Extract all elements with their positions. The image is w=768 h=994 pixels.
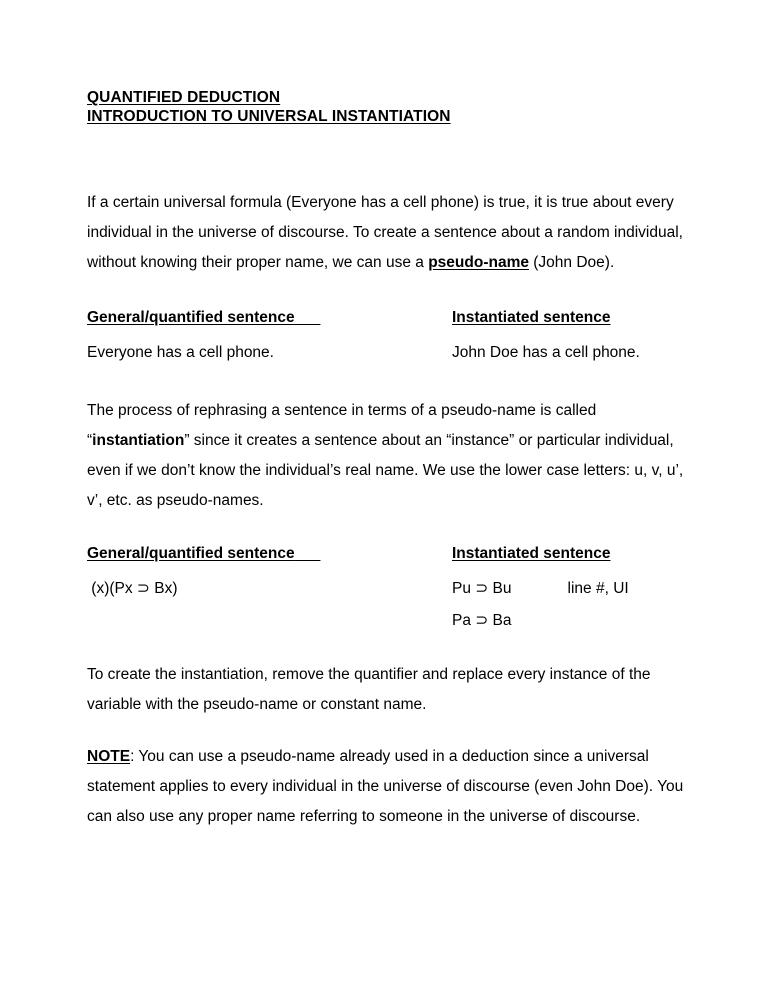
justification-annotation: line #, UI: [567, 580, 629, 597]
paragraph-intro: [87, 188, 687, 278]
comparison-section-2-row-1-right: [452, 574, 687, 604]
comparison-section-2-heading-right: [452, 542, 687, 566]
comparison-section-2-row-1-left: [87, 574, 447, 604]
spacer-title: [87, 126, 687, 188]
paragraph-instantiation-part-1: The process of rephrasing a sentence in terms of a pseudo-name is called “: [87, 402, 597, 449]
comparison-section-1-row-1: [87, 338, 687, 370]
comparison-section-1-heading-right: [452, 306, 687, 330]
heading-general-quantified-2-pad: [295, 545, 321, 562]
heading-general-quantified-1: [87, 306, 447, 330]
paragraph-procedure: To create the instantiation, remove the quantifier and replace every instance of the variable with the pseudo-name or constant name.: [87, 666, 651, 713]
heading-general-quantified-2: [87, 542, 447, 566]
heading-general-quantified-1-text: General/quantified sentence: [87, 309, 295, 326]
formula-instantiated-u-wrapper: [452, 574, 687, 604]
heading-general-quantified-1-pad: [295, 309, 321, 326]
comparison-section-2-heading-row: [87, 542, 687, 574]
document-title-line-2-text: INTRODUCTION TO UNIVERSAL INSTANTIATION: [87, 108, 451, 125]
example-instantiated-sentence: John Doe has a cell phone.: [452, 344, 640, 361]
comparison-section-1-heading-left: [87, 306, 447, 330]
heading-instantiated-1-text: Instantiated sentence: [452, 309, 611, 326]
spacer-before-section-2: [87, 516, 687, 542]
spacer-after-section-1: [87, 370, 687, 396]
formula-instantiated-u: Pu ⊃ Bu: [452, 580, 512, 597]
heading-general-quantified-2-text: General/quantified sentence: [87, 545, 295, 562]
heading-instantiated-1: [452, 306, 687, 330]
note-body: : You can use a pseudo-name already used in a deduction since a universal statement applies to every individual in the universe of discourse (even John Doe). You can also use any proper name referring to someone in the universe of discourse.: [87, 748, 684, 825]
heading-instantiated-2: [452, 542, 687, 566]
spacer-before-note: [87, 720, 687, 742]
example-general-sentence: Everyone has a cell phone.: [87, 344, 274, 361]
paragraph-intro-part-2: (John Doe).: [528, 254, 615, 271]
comparison-section-1: [87, 306, 687, 370]
paragraph-instantiation: [87, 396, 687, 516]
comparison-section-1-row-1-right: [452, 338, 687, 368]
paragraph-instantiation-part-2: ” since it creates a sentence about an “instance” or particular individual, even if we don’t know the individual’s real name. We use the lower case letters: u, v, u’, v’, etc. as pseudo-names.: [87, 432, 684, 509]
comparison-section-2-heading-left: [87, 542, 447, 566]
heading-instantiated-2-text: Instantiated sentence: [452, 545, 611, 562]
note-label: NOTE: [87, 748, 131, 765]
term-instantiation: instantiation: [92, 432, 185, 449]
document-title-line-1-text: QUANTIFIED DEDUCTION: [87, 89, 281, 106]
term-pseudo-name: pseudo-name: [428, 254, 529, 271]
paragraph-note: [87, 742, 687, 832]
comparison-section-2: [87, 542, 687, 638]
document-title-line-2: [87, 107, 687, 126]
comparison-section-1-heading-row: [87, 306, 687, 338]
document-body: [87, 88, 687, 832]
formula-quantified: (x)(Px ⊃ Bx): [87, 580, 178, 597]
paragraph-intro-part-1: If a certain universal formula (Everyone has a cell phone) is true, it is true about every individual in the universe of discourse. To create a sentence about a random individual, without knowing their proper name, we can use a: [87, 194, 683, 271]
formula-instantiated-a: Pa ⊃ Ba: [452, 612, 512, 629]
document-title-line-1: [87, 88, 687, 107]
comparison-section-2-row-2: [87, 606, 687, 638]
comparison-section-1-row-1-left: [87, 338, 447, 368]
comparison-section-2-row-2-right: [452, 606, 687, 636]
document-title-block: [87, 88, 687, 126]
spacer-before-section-1: [87, 278, 687, 306]
spacer-after-section-2: [87, 638, 687, 660]
comparison-section-2-row-1: [87, 574, 687, 606]
